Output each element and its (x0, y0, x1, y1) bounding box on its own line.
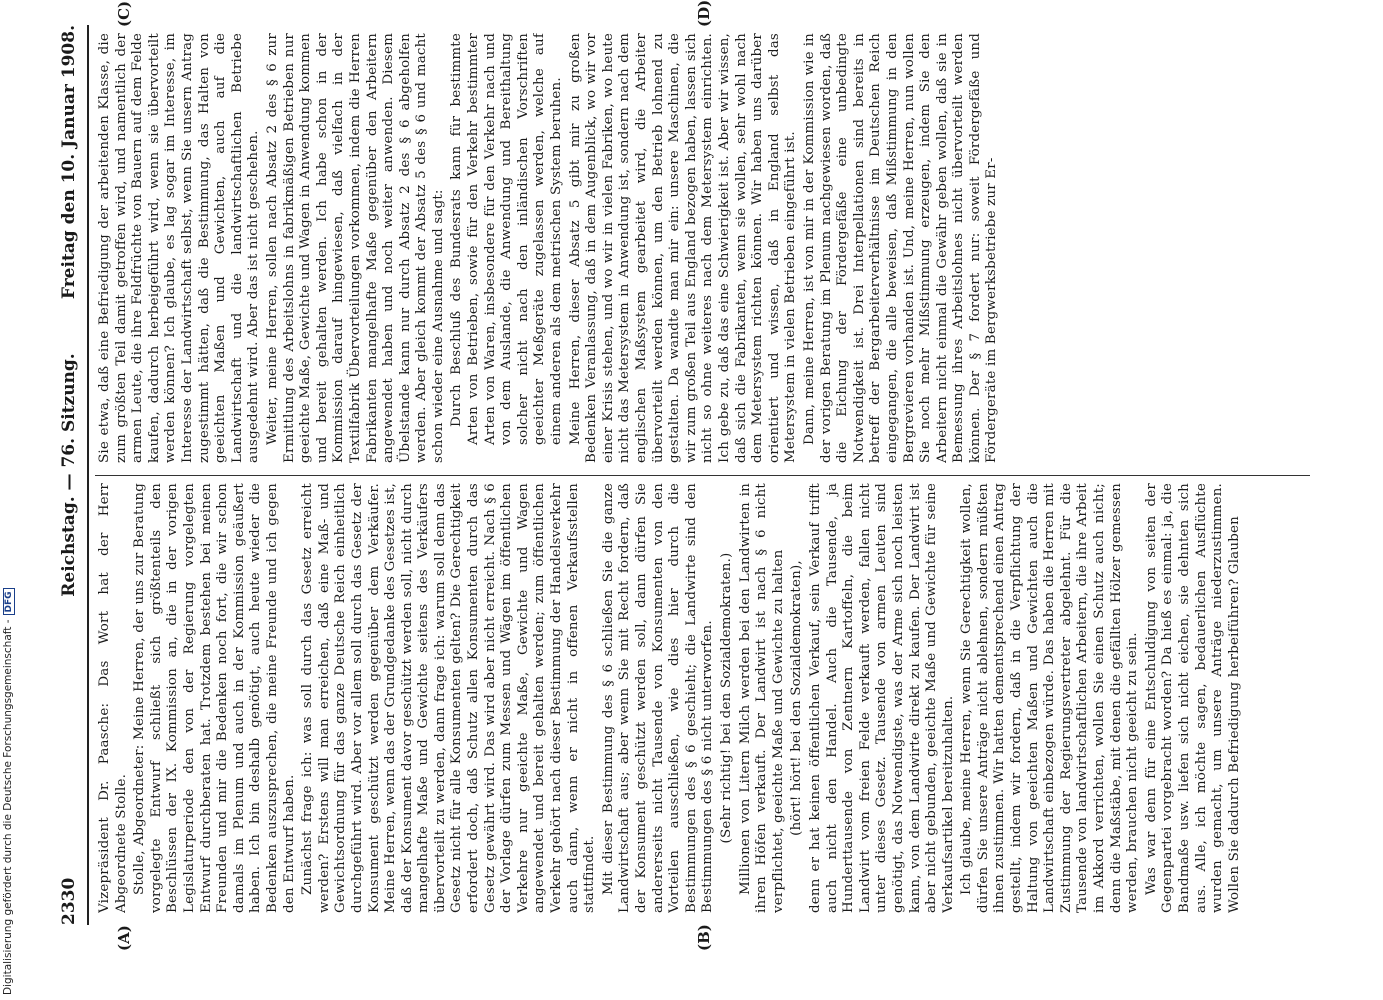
paragraph: Millionen von Litern Milch werden bei den Landwirten in ihren Höfen verkauft. Der Landwirt ist nach § 6 nicht verpflichtet, geeichte Maße und Gewichte zu halten (737, 483, 786, 913)
section-title: Reichstag. — 76. Sitzung. (59, 353, 79, 597)
paragraph: Weiter, meine Herren, sollen nach Absatz 2 des § 6 zur Ermittlung des Arbeitslohns in fabrikmäßigen Betrieben nur geeichte Maße, Gewichte und Wagen in Anwendung kommen und bereit gehalten werden. Ich habe schon in der Kommission darauf hingewiesen, daß vielfach in der Textilfabrik Übervorteilungen vorkommen, indem die Herren Fabrikanten mangelhafte Maße gegenüber den Arbeitern angewendet haben und noch weiter anwenden. Diesem Übelstande kann nur durch Absatz 2 des § 6 abgeholfen werden. Aber gleich kommt der Absatz 5 des § 6 und macht schon wieder eine Ausnahme und sagt: (264, 33, 446, 463)
paragraph: Was war denn für eine Entschuldigung von seiten der Gegenpartei vorgebracht worden? Da hieß es einmal: ja, die Bandmaße usw. liefen sich nicht eichen, sie dehnten sich aus. Alle, ich möchte sagen, bedauerlichen Ausflüchte wurden gemacht, um unsere Anträge niederzustimmen. Wollen Sie dadurch Befriedigung herbeiführen? Glauben (1143, 483, 1242, 913)
page-header (55, 25, 89, 925)
issue-date: Freitag den 10. Januar 1908. (59, 25, 79, 300)
interjection: (Sehr richtig! bei den Sozialdemokraten.) (718, 552, 734, 844)
paragraph: Mit dieser Bestimmung des § 6 schließen Sie die ganze Landwirtschaft aus; aber wenn Sie mit Recht fordern, daß der Konsument geschützt werden soll, dann dürfen Sie andererseits nicht Tausende von Konsumenten von den Vorteilen ausschließen, wie dies hier durch die Bestimmungen des § 6 geschieht; die Landwirte sind den Bestimmungen des § 6 nicht unterworfen. (600, 483, 716, 913)
paragraph: Zunächst frage ich: was soll durch das Gesetz erreicht werden? Erstens will man erreichen, daß eine Maß- und Gewichtsordnung für das ganze Deutsche Reich einheitlich durchgeführt wird. Aber vor allem soll durch das Gesetz der Konsument geschützt werden gegenüber dem Verkäufer. Meine Herren, wenn das der Grundgedanke des Gesetzes ist, daß der Konsument davor geschützt werden soll, nicht durch mangelhafte Maße und Gewichte seitens des Verkäufers übervorteilt zu werden, dann frage ich: warum soll denn das Gesetz nicht für alle Konsumenten gelten? Die Gerechtigkeit erfordert doch, daß Schutz allen Konsumenten durch das Gesetz gewährt wird. Das wird aber nicht erreicht. Nach § 6 der Vorlage dürfen zum Messen und Wägen im öffentlichen Verkehre nur geeichte Maße, Gewichte und Wagen angewendet und bereit gehalten werden; zum öffentlichen Verkehr gehört nach dieser Bestimmung der Handelsverkehr auch dann, wenn er nicht in offenen Verkaufsstellen stattfindet. (300, 483, 598, 913)
margin-marker-d: (D) (695, 0, 713, 27)
page-paper (55, 0, 1325, 951)
left-column (97, 483, 1307, 913)
quoted-paragraph: Durch Beschluß des Bundesrats kann für bestimmte Arten von Betrieben, sowie für den Verkehr bestimmter Arten von Waren, insbesondere für den Verkehr nach und von dem Auslande, die Anwendung und Bereithaltung solcher nicht nach den inländischen Vorschriften geeichter Meßgeräte zugelassen werden, welche auf einem anderen als dem metrischen System beruhen. (449, 33, 565, 445)
paragraph: Vizepräsident Dr. Paasche: Das Wort hat der Herr Abgeordnete Stolle. (97, 483, 129, 913)
margin-marker-a: (A) (115, 925, 133, 951)
dfg-logo: DFG (3, 588, 15, 615)
margin-marker-b: (B) (695, 924, 713, 951)
right-column (97, 33, 1307, 463)
paragraph: Ich glaube, meine Herren, wenn Sie Gerechtigkeit wollen, dürfen Sie unsere Anträge nicht ablehnen, sondern müßten ihnen zustimmen. Wir hatten dementsprechend einen Antrag gestellt, indem wir fordern, daß in die Verpflichtung der Haltung von geeichten Maßen und Gewichten auch die Landwirtschaft einbezogen würde. Das haben die Herren mit Zustimmung der Regierungsvertreter abgelehnt. Für die Tausende von landwirtschaftlichen Arbeitern, die ihre Arbeit im Akkord verrichten, wollen Sie einen Schutz auch nicht; denn die Maßstäbe, mit denen die gefällten Hölzer gemessen werden, brauchen nicht geeicht zu sein. (959, 483, 1141, 913)
digitization-credit (2, 588, 15, 995)
margin-marker-c: (C) (115, 0, 133, 27)
paragraph: Stolle, Abgeordneter: Meine Herren, der uns zur Beratung vorgelegte Entwurf schließt sich größtenteils den Beschlüssen der IX. Kommission an, die in der vorigen Legislaturperiode den von der Regierung vorgelegten Entwurf durchberaten hat. Trotzdem bestehen bei meinen Freunden und mir die Bedenken noch fort, die wir schon damals im Plenum und auch in der Kommission geäußert haben. Ich bin deshalb genötigt, auch heute wieder die Bedenken auszusprechen, die meine Freunde und ich gegen den Entwurf haben. (132, 483, 297, 913)
page-number: 2330 (59, 877, 79, 925)
column-divider (95, 475, 1310, 476)
paragraph: Dann, meine Herren, ist von mir in der Kommission wie in der vorigen Beratung im Plenum nachgewiesen worden, daß die Eichung der Fördergefäße eine unbedingte Notwendigkeit ist. Drei Interpellationen sind bereits in betreff der Bergarbeiterverhältnisse im Deutschen Reich eingegangen, die alle beweisen, daß Mißstimmung in den Bergrevieren vorhanden ist. Und, meine Herren, nun wollen Sie noch mehr Mißstimmung erzeugen, indem Sie den Arbeitern nicht einmal die Gewähr geben wollen, daß sie in Bemessung ihres Arbeitslohnes nicht übervorteilt werden können. Der § 7 fordert nur: soweit Fördergefäße und Fördergeräte im Bergwerksbetriebe zur Er- (801, 33, 1000, 463)
interjection: (hört! hört! bei den Sozialdemokraten), (789, 560, 805, 836)
paragraph: Meine Herren, dieser Absatz 5 gibt mir zu großen Bedenken Veranlassung, daß in dem Augenblick, wo wir vor einer Krisis stehen, und wo wir in vielen Fabriken, wo heute nicht das Metersystem in Anwendung ist, sondern nach dem englischen Maßsystem gearbeitet wird, die Arbeiter übervorteilt werden können, um den Betrieb lohnend zu gestalten. Da wandte man mir ein: unsere Maschinen, die wir zum großen Teil aus England bezogen haben, lassen sich nicht so ohne weiteres nach dem Metersystem einrichten. Ich gebe zu, daß das eine Schwierigkeit ist. Aber wir wissen, daß sich die Fabrikanten, wenn sie wollen, sehr wohl nach dem Metersystem richten können. Wir haben uns darüber orientiert und wissen, daß in England selbst das Metersystem in vielen Betrieben eingeführt ist. (567, 33, 799, 463)
credit-text: Digitalisierung gefördert durch die Deutsche Forschungsgemeinschaft - (2, 619, 14, 995)
paragraph: Sie etwa, daß eine Befriedigung der arbeitenden Klasse, die zum größten Teil damit getroffen wird, und namentlich der armen Leute, die ihre Feldfrüchte von Bauern auf dem Felde kaufen, dadurch herbeigeführt wird, wenn sie übervorteilt werden können? Ich glaube, es lag sogar im Interesse, im Interesse der Landwirtschaft selbst, wenn Sie unsern Antrag zugestimmt hätten, daß die Bestimmung, das Halten von geeichten Maßen und Gewichten, auch auf die Landwirtschaft und die landwirtschaftlichen Betriebe ausgedehnt wird. Aber das ist nicht geschehen. (97, 33, 262, 463)
paragraph: denn er hat keinen öffentlichen Verkauf, sein Verkauf trifft auch nicht den Handel. Auch die Tausende, ja Hunderttausende von Zentnern Kartoffeln, die beim Landwirt vom freien Felde verkauft werden, fallen nicht unter dieses Gesetz. Tausende von armen Leuten sind genötigt, das Notwendigste, was der Arme sich noch leisten kann, von dem Landwirte direkt zu kaufen. Der Landwirt ist aber nicht gebunden, geeichte Maße und Gewichte für seine Verkaufsartikel bereitzuhalten. (807, 483, 956, 913)
